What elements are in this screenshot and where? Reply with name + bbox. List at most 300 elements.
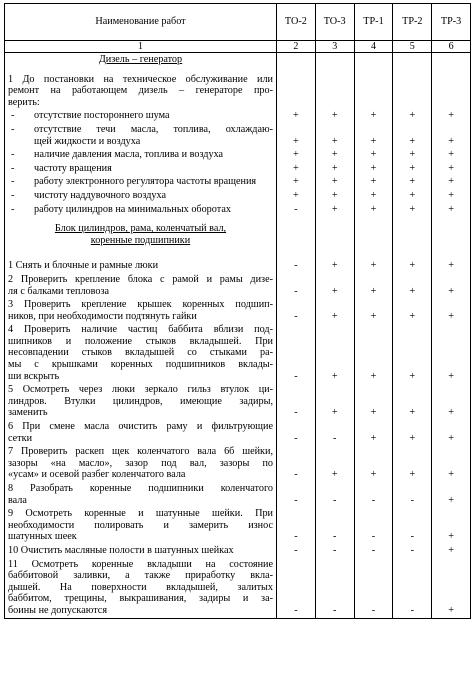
table-row bbox=[5, 482, 471, 507]
mark-cell bbox=[277, 148, 316, 162]
row-text-line: верить: bbox=[8, 96, 40, 108]
mark-cell bbox=[432, 203, 471, 217]
row-mark: - bbox=[332, 494, 337, 506]
mark-cell bbox=[432, 507, 471, 544]
mark-cell bbox=[277, 507, 316, 544]
mark-cell bbox=[277, 189, 316, 203]
row-text-line: - работу электронного регулятора частоты вращения bbox=[8, 176, 273, 188]
row-mark: - bbox=[294, 604, 298, 616]
mark-cell bbox=[432, 273, 471, 298]
row-mark: - bbox=[294, 370, 298, 382]
mark-cell bbox=[432, 216, 471, 259]
row-mark: + bbox=[370, 176, 377, 188]
row-mark: + bbox=[448, 189, 454, 201]
mark-cell bbox=[393, 73, 432, 110]
row-mark: + bbox=[370, 260, 377, 272]
header-col-tr1: ТР-1 bbox=[354, 4, 393, 41]
mark-cell bbox=[277, 273, 316, 298]
mark-cell bbox=[315, 203, 354, 217]
column-number: 2 bbox=[277, 41, 316, 53]
row-mark: - bbox=[294, 531, 298, 543]
row-text-line: 3 Проверить крепление крышек коренных подшип- bbox=[8, 299, 273, 311]
row-text-line: несовпадении стыков вкладышей со стыками ра- bbox=[8, 347, 273, 359]
row-mark: + bbox=[331, 176, 338, 188]
mark-cell bbox=[277, 544, 316, 558]
row-description bbox=[5, 273, 277, 298]
row-mark: + bbox=[370, 310, 377, 322]
mark-cell bbox=[315, 148, 354, 162]
mark-cell bbox=[354, 323, 393, 383]
mark-cell bbox=[354, 203, 393, 217]
mark-cell bbox=[354, 507, 393, 544]
mark-cell bbox=[393, 216, 432, 259]
section-title-row bbox=[5, 216, 471, 259]
mark-cell bbox=[315, 123, 354, 148]
row-text-line: 9 Осмотреть коренные и шатунные шейки. При bbox=[8, 508, 273, 520]
row-mark: - bbox=[294, 432, 298, 444]
mark-cell bbox=[432, 109, 471, 123]
mark-cell bbox=[354, 216, 393, 259]
mark-cell bbox=[315, 53, 354, 67]
row-text-line: шипников и положение стыков вкладышей. При bbox=[8, 335, 273, 347]
mark-cell bbox=[354, 162, 393, 176]
mark-cell bbox=[354, 482, 393, 507]
mark-cell bbox=[315, 175, 354, 189]
row-mark: - bbox=[410, 494, 414, 506]
mark-cell bbox=[393, 507, 432, 544]
row-text-line: 5 Осмотреть через люки зеркало гильз втулок ци- bbox=[8, 384, 273, 396]
row-text-line: баббитом, трещины, выкрашивания, задиры и за- bbox=[8, 593, 273, 605]
row-mark: - bbox=[371, 604, 376, 616]
row-text-line: мы с крышками коренных подшипников вклады- bbox=[8, 359, 273, 371]
row-mark: - bbox=[294, 494, 298, 506]
row-mark: + bbox=[409, 469, 416, 481]
row-description bbox=[5, 558, 277, 618]
row-mark: + bbox=[331, 203, 338, 215]
row-mark: + bbox=[370, 469, 377, 481]
row-mark: + bbox=[448, 176, 454, 188]
mark-cell bbox=[354, 53, 393, 67]
table-row bbox=[5, 189, 471, 203]
row-mark: + bbox=[409, 176, 416, 188]
mark-cell bbox=[315, 558, 354, 618]
row-description bbox=[5, 148, 277, 162]
column-number: 5 bbox=[393, 41, 432, 53]
row-text-line: дышей. На поверхности вкладышей, залитых bbox=[8, 581, 273, 593]
row-mark: + bbox=[331, 149, 338, 161]
mark-cell bbox=[354, 445, 393, 482]
mark-cell bbox=[315, 298, 354, 323]
row-text-line: ремонт на работающем дизель – генераторе про- bbox=[8, 85, 273, 97]
mark-cell bbox=[315, 189, 354, 203]
row-mark: + bbox=[331, 407, 338, 419]
row-mark: + bbox=[331, 135, 338, 147]
row-text-line: - отсутствие течи масла, топлива, охлаждаю- bbox=[8, 124, 273, 136]
row-text-line: 10 Очистить масляные полости в шатунных шейках bbox=[8, 544, 234, 556]
mark-cell bbox=[432, 558, 471, 618]
mark-cell bbox=[432, 189, 471, 203]
mark-cell bbox=[354, 273, 393, 298]
row-mark: + bbox=[448, 260, 454, 272]
row-mark: - bbox=[410, 604, 414, 616]
table-row bbox=[5, 259, 471, 273]
table-row bbox=[5, 383, 471, 420]
mark-cell bbox=[277, 109, 316, 123]
row-text-line: ников, при необходимости подтянуть гайки bbox=[8, 310, 197, 322]
row-mark: + bbox=[331, 469, 338, 481]
row-mark: - bbox=[332, 432, 337, 444]
mark-cell bbox=[393, 109, 432, 123]
row-mark: - bbox=[332, 544, 337, 556]
row-mark bbox=[316, 97, 354, 109]
row-mark: + bbox=[370, 432, 377, 444]
row-mark: + bbox=[448, 110, 454, 122]
header-col-to3: ТО-3 bbox=[315, 4, 354, 41]
mark-cell bbox=[315, 73, 354, 110]
mark-cell bbox=[354, 558, 393, 618]
row-text-line: шатунных шеек bbox=[8, 531, 77, 543]
row-mark: - bbox=[294, 285, 298, 297]
mark-cell bbox=[277, 53, 316, 67]
mark-cell bbox=[315, 109, 354, 123]
mark-cell bbox=[277, 203, 316, 217]
row-mark: - bbox=[294, 310, 298, 322]
mark-cell bbox=[354, 148, 393, 162]
mark-cell bbox=[393, 53, 432, 67]
table-row bbox=[5, 507, 471, 544]
mark-cell bbox=[393, 445, 432, 482]
row-mark: + bbox=[293, 149, 299, 161]
mark-cell bbox=[354, 259, 393, 273]
row-mark: + bbox=[293, 110, 299, 122]
row-mark: - bbox=[294, 260, 298, 272]
mark-cell bbox=[277, 216, 316, 259]
mark-cell bbox=[277, 259, 316, 273]
row-mark: - bbox=[410, 544, 414, 556]
row-mark: + bbox=[370, 189, 377, 201]
row-text-line: боины не допускаются bbox=[8, 604, 108, 616]
table-row bbox=[5, 298, 471, 323]
mark-cell bbox=[432, 323, 471, 383]
row-mark: + bbox=[409, 203, 416, 215]
mark-cell bbox=[315, 482, 354, 507]
row-text-line: 6 При смене масла очистить раму и фильтрующие bbox=[8, 421, 273, 433]
row-mark: + bbox=[409, 432, 416, 444]
row-text-line: 11 Осмотреть коренные вкладыши на состояние bbox=[8, 558, 273, 570]
row-mark bbox=[277, 97, 315, 109]
row-description bbox=[5, 482, 277, 507]
table-row bbox=[5, 323, 471, 383]
column-number: 6 bbox=[432, 41, 471, 53]
mark-cell bbox=[354, 109, 393, 123]
row-mark: + bbox=[370, 149, 377, 161]
mark-cell bbox=[277, 482, 316, 507]
table-row bbox=[5, 123, 471, 148]
row-mark: + bbox=[448, 407, 454, 419]
mark-cell bbox=[277, 123, 316, 148]
mark-cell bbox=[393, 203, 432, 217]
row-text-line: 1 До постановки на техническое обслуживание или bbox=[8, 73, 273, 85]
row-mark: + bbox=[448, 469, 454, 481]
table-row bbox=[5, 148, 471, 162]
row-mark: + bbox=[370, 370, 377, 382]
column-number: 4 bbox=[354, 41, 393, 53]
row-mark: + bbox=[448, 162, 454, 174]
mark-cell bbox=[354, 189, 393, 203]
mark-cell bbox=[432, 259, 471, 273]
row-description bbox=[5, 507, 277, 544]
row-mark: + bbox=[331, 285, 338, 297]
row-mark: + bbox=[409, 162, 416, 174]
mark-cell bbox=[393, 420, 432, 445]
mark-cell bbox=[315, 259, 354, 273]
mark-cell bbox=[432, 148, 471, 162]
row-mark: - bbox=[410, 531, 414, 543]
mark-cell bbox=[315, 323, 354, 383]
row-text-line: зазоры «на масло», зазор под вал, зазоры по bbox=[8, 457, 273, 469]
row-text-line: баббитовой заливки, а также приработку вкла- bbox=[8, 570, 273, 582]
table-body bbox=[5, 53, 471, 619]
mark-cell bbox=[277, 175, 316, 189]
header-col-tr3: ТР-3 bbox=[432, 4, 471, 41]
table-row bbox=[5, 175, 471, 189]
mark-cell bbox=[393, 123, 432, 148]
mark-cell bbox=[354, 298, 393, 323]
row-description bbox=[5, 203, 277, 217]
row-description bbox=[5, 544, 277, 558]
row-mark: + bbox=[448, 149, 454, 161]
row-mark bbox=[355, 97, 393, 109]
row-text-line: 2 Проверить крепление блока с рамой и рамы дизе- bbox=[8, 273, 273, 285]
row-text-line: - частоту вращения bbox=[8, 163, 273, 175]
row-text-line: необходимости полировать и замерить износ bbox=[8, 519, 273, 531]
row-mark: + bbox=[448, 203, 454, 215]
row-description bbox=[5, 109, 277, 123]
row-mark: + bbox=[409, 407, 416, 419]
mark-cell bbox=[432, 162, 471, 176]
row-mark: + bbox=[370, 203, 377, 215]
row-mark: + bbox=[331, 260, 338, 272]
mark-cell bbox=[277, 73, 316, 110]
row-mark: - bbox=[371, 494, 376, 506]
table-row bbox=[5, 558, 471, 618]
row-mark: + bbox=[448, 494, 454, 506]
row-description bbox=[5, 175, 277, 189]
row-mark: + bbox=[448, 531, 454, 543]
table-row bbox=[5, 203, 471, 217]
row-mark: - bbox=[332, 531, 337, 543]
mark-cell bbox=[354, 420, 393, 445]
row-mark: + bbox=[293, 135, 299, 147]
mark-cell bbox=[432, 53, 471, 67]
row-mark: + bbox=[370, 285, 377, 297]
mark-cell bbox=[315, 544, 354, 558]
row-mark: + bbox=[448, 285, 454, 297]
mark-cell bbox=[393, 298, 432, 323]
row-description bbox=[5, 123, 277, 148]
row-text-line: щей жидкости и воздуха bbox=[34, 135, 141, 147]
row-mark bbox=[432, 97, 470, 109]
row-description bbox=[5, 298, 277, 323]
table-row bbox=[5, 420, 471, 445]
row-text-line: 1 Снять и блочные и рамные люки bbox=[8, 260, 159, 272]
mark-cell bbox=[354, 175, 393, 189]
mark-cell bbox=[432, 544, 471, 558]
row-description bbox=[5, 323, 277, 383]
mark-cell bbox=[432, 383, 471, 420]
row-mark: - bbox=[371, 531, 376, 543]
mark-cell bbox=[432, 123, 471, 148]
row-description bbox=[5, 162, 277, 176]
spacer bbox=[8, 252, 273, 258]
row-mark: + bbox=[370, 162, 377, 174]
row-mark: - bbox=[294, 203, 298, 215]
mark-cell bbox=[432, 175, 471, 189]
table-row bbox=[5, 273, 471, 298]
mark-cell bbox=[393, 482, 432, 507]
row-text-line: 4 Проверить наличие частиц баббита вблизи под- bbox=[8, 324, 273, 336]
table-row bbox=[5, 162, 471, 176]
header-work-name: Наименование работ bbox=[5, 4, 277, 41]
row-description bbox=[5, 73, 277, 110]
mark-cell bbox=[393, 323, 432, 383]
row-mark: + bbox=[409, 370, 416, 382]
mark-cell bbox=[315, 445, 354, 482]
mark-cell bbox=[277, 383, 316, 420]
row-mark: - bbox=[332, 604, 337, 616]
row-mark: + bbox=[293, 176, 299, 188]
mark-cell bbox=[354, 544, 393, 558]
mark-cell bbox=[277, 420, 316, 445]
mark-cell bbox=[432, 420, 471, 445]
mark-cell bbox=[393, 273, 432, 298]
table-row bbox=[5, 109, 471, 123]
row-description bbox=[5, 189, 277, 203]
mark-cell bbox=[354, 383, 393, 420]
row-mark: + bbox=[331, 189, 338, 201]
section-title-line: Дизель – генератор bbox=[98, 54, 183, 65]
mark-cell bbox=[432, 73, 471, 110]
row-mark: + bbox=[409, 310, 416, 322]
mark-cell bbox=[354, 73, 393, 110]
row-mark: + bbox=[409, 285, 416, 297]
mark-cell bbox=[393, 383, 432, 420]
row-mark: + bbox=[370, 135, 377, 147]
row-mark: + bbox=[370, 407, 377, 419]
mark-cell bbox=[277, 162, 316, 176]
section-title bbox=[5, 53, 277, 67]
row-mark: + bbox=[409, 110, 416, 122]
table-row bbox=[5, 445, 471, 482]
row-text-line: - наличие давления масла, топлива и воздуха bbox=[8, 149, 273, 161]
row-text-line: заменить bbox=[8, 407, 48, 419]
row-text-line: вала bbox=[8, 494, 27, 506]
row-mark: + bbox=[448, 604, 454, 616]
section-title-line: коренные подшипники bbox=[90, 234, 191, 246]
row-mark: + bbox=[448, 432, 454, 444]
row-text-line: - работу цилиндров на минимальных оборотах bbox=[8, 204, 273, 216]
mark-cell bbox=[432, 482, 471, 507]
row-mark: + bbox=[409, 260, 416, 272]
row-mark: + bbox=[448, 310, 454, 322]
mark-cell bbox=[393, 162, 432, 176]
row-description bbox=[5, 383, 277, 420]
row-mark: + bbox=[293, 189, 299, 201]
mark-cell bbox=[393, 148, 432, 162]
row-text-line: - отсутствие постороннего шума bbox=[8, 110, 273, 122]
row-mark: - bbox=[371, 544, 376, 556]
mark-cell bbox=[315, 162, 354, 176]
column-number: 1 bbox=[5, 41, 277, 53]
header-col-to2: ТО-2 bbox=[277, 4, 316, 41]
row-mark: + bbox=[448, 370, 454, 382]
row-mark: + bbox=[370, 110, 377, 122]
row-description bbox=[5, 420, 277, 445]
mark-cell bbox=[393, 175, 432, 189]
row-mark: + bbox=[293, 162, 299, 174]
section-title-row bbox=[5, 53, 471, 67]
mark-cell bbox=[315, 273, 354, 298]
row-mark: + bbox=[448, 135, 454, 147]
section-title bbox=[5, 216, 277, 259]
row-mark: + bbox=[331, 310, 338, 322]
mark-cell bbox=[315, 216, 354, 259]
row-text-line: сетки bbox=[8, 432, 33, 444]
mark-cell bbox=[393, 544, 432, 558]
row-text-line: «усам» и осевой разбег коленчатого вала bbox=[8, 469, 186, 481]
row-mark: - bbox=[294, 407, 298, 419]
row-mark: + bbox=[409, 135, 416, 147]
maintenance-table bbox=[4, 3, 471, 619]
mark-cell bbox=[277, 323, 316, 383]
mark-cell bbox=[354, 123, 393, 148]
row-mark: + bbox=[331, 110, 338, 122]
row-text-line: линдров. Втулки цилиндров, имеющие задиры, bbox=[8, 395, 273, 407]
table-row bbox=[5, 73, 471, 110]
row-mark: - bbox=[294, 544, 298, 556]
row-description bbox=[5, 259, 277, 273]
row-mark: + bbox=[409, 149, 416, 161]
row-text-line: - чистоту наддувочного воздуха bbox=[8, 190, 273, 202]
mark-cell bbox=[393, 189, 432, 203]
row-mark: + bbox=[409, 189, 416, 201]
row-text-line: 8 Разобрать коренные подшипники коленчатого bbox=[8, 483, 273, 494]
header-col-tr2: ТР-2 bbox=[393, 4, 432, 41]
mark-cell bbox=[315, 383, 354, 420]
mark-cell bbox=[277, 445, 316, 482]
row-description bbox=[5, 445, 277, 482]
row-text-line: 7 Проверить раскеп щек коленчатого вала 6б шейки, bbox=[8, 446, 273, 458]
column-number-row bbox=[5, 41, 471, 53]
row-mark: + bbox=[331, 162, 338, 174]
row-mark: - bbox=[294, 469, 298, 481]
mark-cell bbox=[432, 445, 471, 482]
mark-cell bbox=[393, 558, 432, 618]
mark-cell bbox=[315, 420, 354, 445]
table-row bbox=[5, 544, 471, 558]
row-mark: + bbox=[448, 544, 454, 556]
mark-cell bbox=[277, 298, 316, 323]
section-title-line: Блок цилиндров, рама, коленчатый вал, bbox=[54, 223, 227, 235]
mark-cell bbox=[315, 507, 354, 544]
mark-cell bbox=[277, 558, 316, 618]
column-number: 3 bbox=[315, 41, 354, 53]
row-text-line: ля с балками тепловоза bbox=[8, 285, 110, 297]
mark-cell bbox=[432, 298, 471, 323]
mark-cell bbox=[393, 259, 432, 273]
row-mark: + bbox=[331, 370, 338, 382]
row-text-line: ши вскрыть bbox=[8, 370, 60, 382]
